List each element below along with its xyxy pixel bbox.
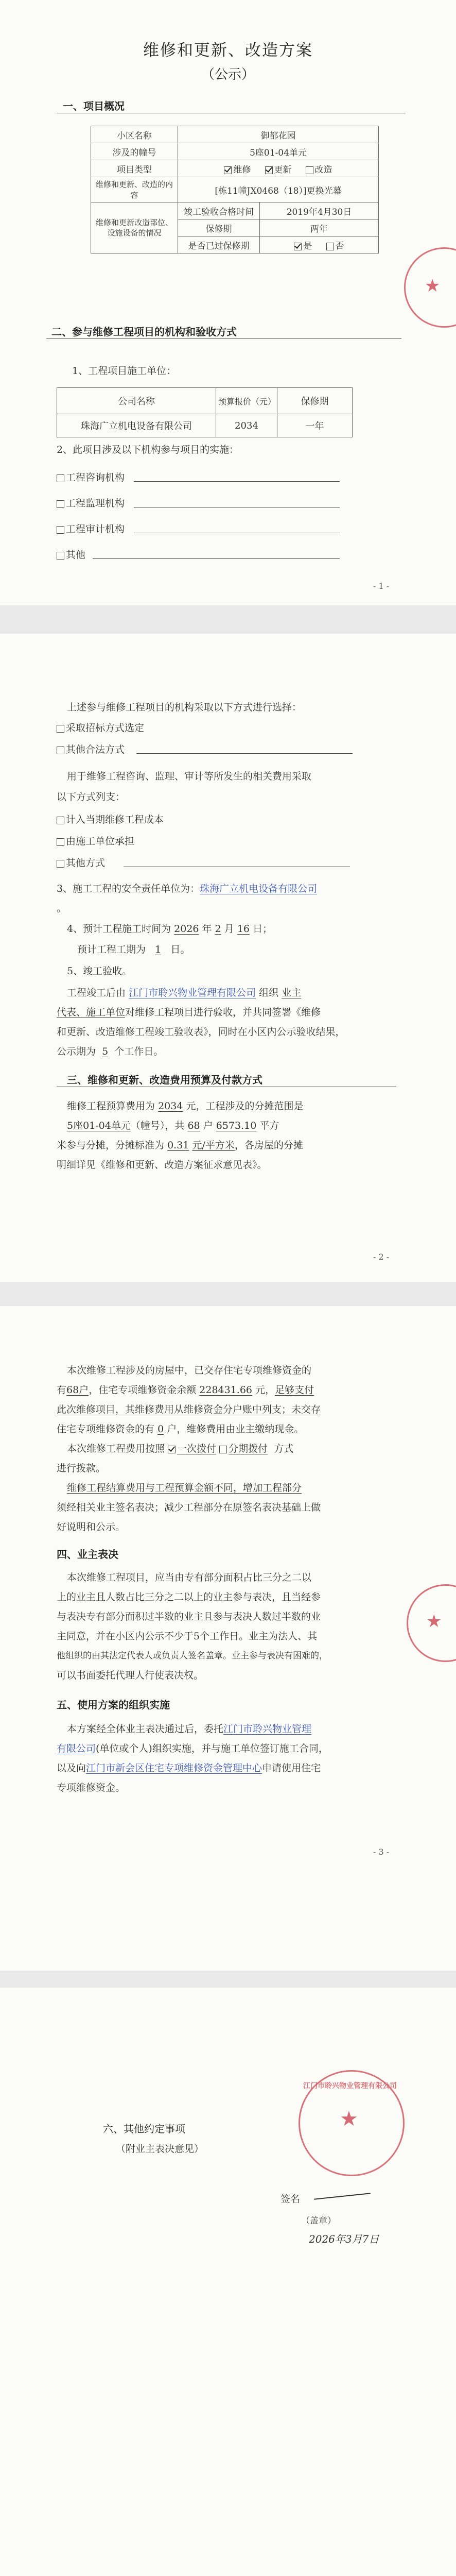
acceptance-line2 [57,1005,321,1019]
safety-responsible-line [57,881,317,895]
table-label: 维修和更新改造部位、设施设备的情况 [91,202,178,253]
impl-line2 [57,1741,328,1755]
start-day: 16 [237,923,250,935]
checkbox[interactable] [57,747,64,754]
acceptance-line3: 和更新、改造维修工程竣工验收表》，同时在小区内公示验收结果， [57,1026,345,1038]
checkbox-installments[interactable] [219,1446,227,1453]
seal-text: 江门市聆兴物业管理有限公司 [303,2082,397,2090]
seal-label: （盖章） [301,2216,336,2226]
table-label: 小区名称 [91,126,178,143]
section-heading-project-overview: 一、项目概况 [63,100,125,112]
participant-value: 代表、施工单位 [57,1007,126,1018]
option-tender [57,720,144,734]
table-value: 5座01-04单元 [178,143,379,160]
table-label: 涉及的幢号 [91,143,178,160]
vote-line2: 上的业主且人数占比三分之二以上的业主参与表决，且当经参 [57,1591,321,1603]
seal-star-icon: ★ [340,2107,358,2131]
option-label: 采取招标方式选定 [66,722,145,734]
table-value: 御都花园 [178,126,379,143]
checkbox[interactable] [57,817,64,824]
checkbox-yes[interactable] [294,243,302,250]
institution-supervision [57,496,125,510]
section-heading-institutions: 二、参与维修工程项目的机构和验收方式 [51,326,237,338]
rate-unit: 元/平方米 [192,1140,235,1151]
settlement-line3: 好说明和公示。 [57,1521,126,1533]
area-value: 6573.10 [216,1120,257,1131]
acceptance-line1 [67,985,301,999]
option-cost-included [57,812,164,826]
label: （幢号），共 [130,1120,185,1131]
payment-method-end: 进行拨款。 [57,1463,106,1474]
expense-method-line1: 用于维修工程咨询、监理、审计等所发生的相关费用采取 [67,771,312,782]
participant-value: 业主 [282,987,302,998]
checkbox[interactable] [57,725,64,733]
budget-line2 [67,1118,279,1132]
table-header: 保修期 [277,388,353,414]
blank-line [134,481,340,482]
fund-line3: 此次维修项目，其维修费用从维修资金分户账中列支；未交存 [57,1404,321,1415]
document-title: 维修和更新、改造方案 [143,41,313,60]
implementer-value: 江门市聆兴物业管理 [223,1723,312,1735]
label: 公示期为 [57,1046,96,1057]
table-label: 竣工验收合格时间 [178,202,260,219]
project-type-options [178,160,379,177]
fund-line2 [57,1382,314,1396]
households-count: 68 [187,1120,200,1131]
acceptance-heading: 5、竣工验收。 [67,965,132,977]
table-cell: 珠海广立机电设备有限公司 [57,414,216,437]
start-month: 2 [215,923,221,935]
label: 工程竣工后由 [67,987,126,998]
fund-center-value: 江门市新会区住宅专项维修资金管理中心 [86,1762,262,1774]
option-contractor-bears [57,834,134,848]
label: 平方 [259,1120,279,1131]
label: 日； [253,923,273,935]
document-page-2 [0,634,456,1282]
table-label: 是否已过保修期 [178,236,260,253]
section-heading-budget: 三、维修和更新、改造费用预算及付款方式 [67,1074,262,1086]
section-heading-owner-vote: 四、业主表决 [57,1548,118,1561]
safety-unit-value: 珠海广立机电设备有限公司 [200,883,318,894]
project-overview-table [91,126,379,253]
option-label: 一次拨付 [177,1443,217,1454]
institution-consulting [57,470,125,484]
label: ，各房屋的分摊 [234,1140,303,1151]
page-number: - 1 - [373,581,390,591]
label: 米参与分摊，分摊标准为 [57,1140,165,1151]
table-header: 公司名称 [57,388,216,414]
signature-label: 签名 [280,2193,301,2205]
handwritten-signature [314,2189,371,2190]
label: 户 [203,1120,213,1131]
page-number: - 3 - [373,1847,390,1857]
blank-line [136,753,353,754]
label: 以及向 [57,1762,86,1774]
checkbox-maintenance[interactable] [224,166,232,174]
label: 元，工程涉及的分摊范围是 [186,1100,304,1112]
document-subtitle: （公示） [201,67,255,82]
checkbox-update[interactable] [265,166,273,174]
attachment-note: （附业主表决意见） [116,2143,204,2155]
warranty-expired-options [260,236,379,253]
settlement-line2: 须经相关业主签名表决；减少工程部分在原签名表决基础上做 [57,1502,321,1513]
label: 3、施工工程的安全责任单位为： [57,883,200,894]
institution-audit [57,521,125,535]
label: 本次维修工程费用按照 [67,1443,165,1454]
document-page-4 [0,1988,456,2576]
option-label: 由施工单位承担 [66,836,135,847]
handwritten-date: 2026年3月7日 [309,2233,379,2245]
checkbox[interactable] [57,552,64,560]
checkbox-one-time[interactable] [168,1446,176,1453]
option-label: 更新 [274,164,292,175]
table-label: 保修期 [178,219,260,236]
label: 住宅专项维修资金的有 [57,1423,155,1435]
impl-line1 [67,1721,311,1735]
institutions-intro: 2、此项目涉及以下机构参与项目的实施： [57,444,239,455]
households-without-fund: 0 [157,1423,164,1435]
option-label: 其他方式 [66,857,106,869]
section-heading-other-terms: 六、其他约定事项 [103,2123,185,2135]
acceptance-line4 [57,1044,163,1058]
option-label: 改造 [314,164,332,175]
institution-label: 工程监理机构 [66,498,125,509]
table-cell: 2034 [216,414,277,437]
safety-responsible-end: 。 [57,903,67,914]
vote-line3: 与表决专有部分面积过半数的业主且参与表决人数过半数的业 [57,1611,321,1622]
fund-balance: 228431.66 [199,1384,253,1396]
label: 元， [255,1384,275,1396]
vote-line4: 主同意，并在小区内公示不少于5个工作日。业主为法人、其 [57,1631,318,1642]
option-label: 分期拨付 [229,1443,268,1454]
option-label: 其他合法方式 [66,744,125,755]
selection-method-intro: 上述参与维修工程项目的机构采取以下方式进行选择： [67,702,302,713]
fund-line4 [57,1421,304,1435]
label: 有 [57,1384,67,1396]
table-label: 项目类型 [91,160,178,177]
duration-line [77,942,190,956]
households-with-fund: 68户 [66,1384,89,1396]
option-label: 维修 [233,164,251,175]
checkbox[interactable] [57,860,64,868]
table-cell: 一年 [277,414,353,437]
expense-method-line2: 以下方式列支： [57,791,126,803]
label: (单位或个人)组织实施，并与施工单位签订施工合同， [96,1743,328,1754]
label: 维修工程预算费用为 [67,1100,155,1112]
label: 户，维修费用由业主缴纳现金。 [167,1423,304,1435]
label: 年 [202,923,212,935]
option-other-way [57,855,105,869]
label: ，住宅专项维修资金余额 [89,1384,197,1396]
label: 预计工程工期为 [77,944,146,955]
table-value: [栋11幢JX0468（18）]更换光幕 [178,177,379,202]
checkbox-renovation[interactable] [306,166,313,174]
label: 方式 [274,1443,294,1454]
institution-label: 工程审计机构 [66,523,125,535]
option-label: 否 [335,241,344,251]
checkbox[interactable] [57,474,64,482]
label: 4、预计工程施工时间为 [67,923,171,935]
table-header: 预算报价（元） [216,388,277,414]
budget-line4: 明细详见《维修和更新、改造方案征求意见表》。 [57,1159,267,1171]
option-label: 是 [303,241,312,251]
organizer-value: 江门市聆兴物业管理有限公司 [129,987,256,998]
vote-line5: 他组织的由其法定代表人或负责人签名盖章。业主参与表决有困难的， [57,1651,328,1661]
budget-line1 [67,1098,303,1112]
payment-method-line [67,1441,293,1455]
label: 月 [224,923,234,935]
page-number: - 2 - [373,1252,390,1262]
institution-label: 其他 [66,549,86,561]
label: 对维修工程项目进行验收，并共同签署《维修 [125,1007,321,1018]
table-label: 维修和更新、改造的内容 [91,177,178,202]
blank-line [93,558,340,559]
document-page-3 [0,1306,456,1971]
seal-star-icon: ★ [426,1611,442,1632]
seal-star-icon: ★ [425,276,441,296]
table-value: 两年 [260,219,379,236]
table-value: 2019年4月30日 [260,202,379,219]
start-date-line [67,921,272,935]
implementer-value: 有限公司 [57,1743,96,1754]
label: 本方案经全体业主表决通过后，委托 [67,1723,224,1735]
budget-line3 [57,1138,303,1151]
institution-other [57,547,85,561]
impl-line4: 专项维修资金。 [57,1782,126,1793]
checkbox[interactable] [57,838,64,846]
duration-value: 1 [155,944,162,955]
checkbox[interactable] [57,526,64,534]
checkbox-no[interactable] [326,243,334,250]
vote-line6: 可以书面委托代理人行使表决权。 [57,1670,204,1681]
document-page-1 [0,0,456,605]
label: 组织 [259,987,279,998]
settlement-line1: 维修工程结算费用与工程预算金额不同，增加工程部分 [67,1482,302,1494]
label: 个工作日。 [114,1046,164,1057]
fund-line1: 本次维修工程涉及的房屋中，已交存住宅专项维修资金的 [67,1365,312,1376]
option-label: 计入当期维修工程成本 [66,814,164,825]
contractor-intro: 1、工程项目施工单位： [72,365,177,377]
label: 日。 [170,944,190,955]
vote-line1: 本次维修工程项目，应当由专有部分面积占比三分之二以 [67,1572,312,1583]
fund-sufficiency: 足够支付 [275,1384,314,1396]
section-divider [46,338,401,339]
option-other-legal [57,742,125,756]
institution-label: 工程咨询机构 [66,472,125,483]
section-heading-implementation: 五、使用方案的组织实施 [57,1699,170,1711]
checkbox[interactable] [57,500,64,508]
contractor-table [57,387,353,437]
publicity-days: 5 [102,1046,109,1057]
impl-line3 [57,1760,321,1774]
building-value: 5座01-04单元 [67,1120,131,1131]
start-year: 2026 [174,923,199,935]
rate-value: 0.31 [167,1140,189,1151]
budget-amount: 2034 [158,1100,183,1112]
label: 申请使用住宅 [262,1762,321,1774]
